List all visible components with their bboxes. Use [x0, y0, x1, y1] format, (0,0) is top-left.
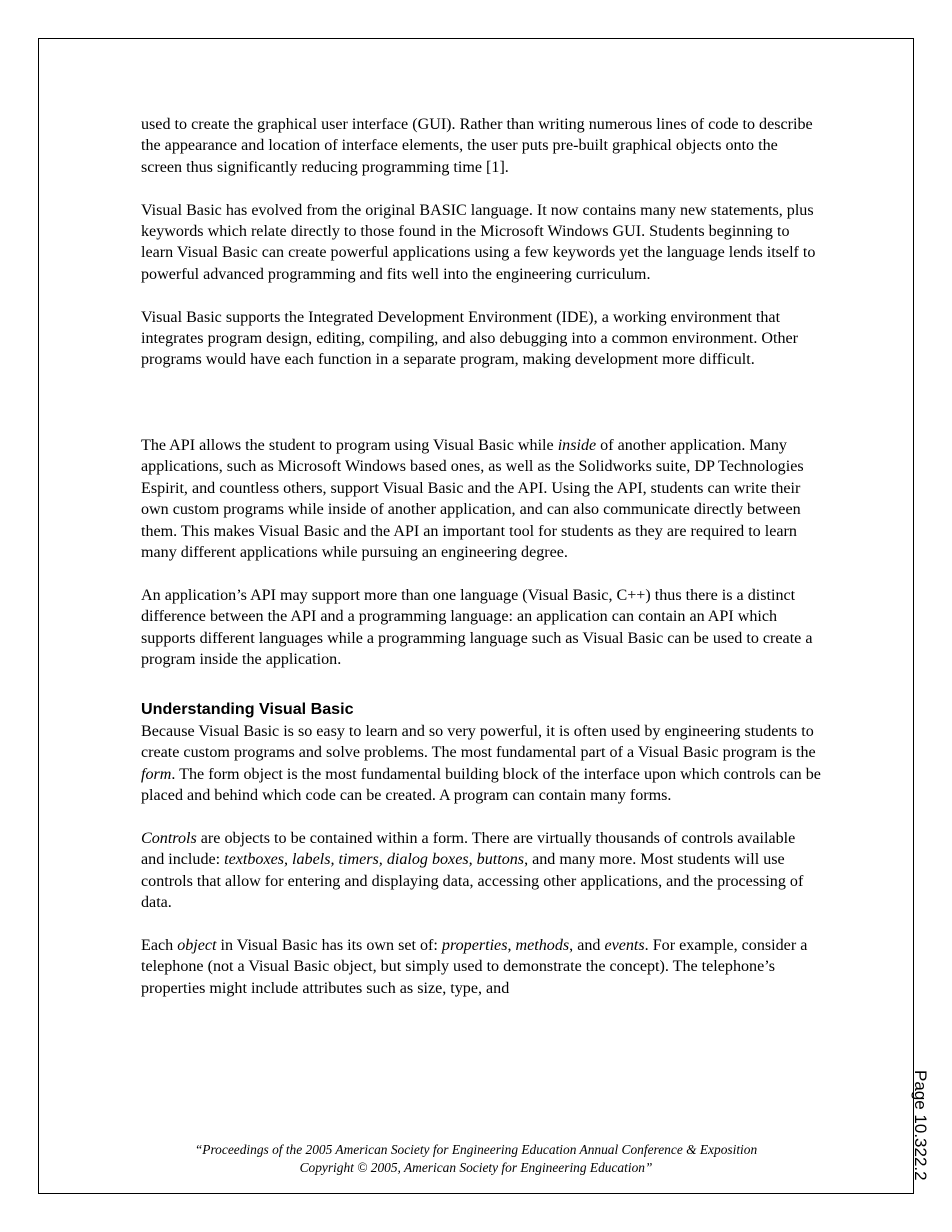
paragraph-form: Because Visual Basic is so easy to learn and so very powerful, it is often used by engineering students to create custom programs and solve problems. The most fundamental part of a Visual Basic program is the form. The form object is the most fundamental building block of the interface upon which controls can be placed and behind which code can be created. A program can contain many forms. [141, 722, 821, 805]
page-number-text: Page 10.322.2 [911, 1070, 930, 1181]
paragraph-objects: Each object in Visual Basic has its own set of: properties, methods, and events. For example, consider a telephone (not a Visual Basic object, but simply used to demonstrate the concept). The telephone’s properties might include attributes such as size, type, and [141, 936, 808, 997]
body-text [141, 114, 821, 999]
paragraph-api-language: An application’s API may support more than one language (Visual Basic, C++) thus there is a distinct difference between the API and a programming language: an application can contain an API which supports different languages while a programming language such as Visual Basic can be used to create a program inside the application. [141, 586, 813, 669]
paragraph-ide: Visual Basic supports the Integrated Development Environment (IDE), a working environment that integrates program design, editing, compiling, and also debugging into a common environment. Other programs would have each function in a separate program, making development more difficult. [141, 308, 799, 369]
page-footer [0, 1141, 952, 1177]
paragraph-controls: Controls are objects to be contained within a form. There are virtually thousands of controls available and include: textboxes, labels, timers, dialog boxes, buttons, and many more. Most students will use controls that allow for entering and displaying data, accessing other applications, and the processing of data. [141, 829, 804, 912]
footer-copyright: Copyright © 2005, American Society for Engineering Education” [299, 1160, 653, 1175]
paragraph-api: The API allows the student to program using Visual Basic while inside of another application. Many applications, such as Microsoft Windows based ones, as well as the Solidworks suite, DP Technologies Espirit, and countless others, support Visual Basic and the API. Using the API, students can write their own custom programs while inside of another application, and can also communicate directly between them. This makes Visual Basic and the API an important tool for students as they are required to learn many different applications while pursuing an engineering degree. [141, 437, 804, 562]
paragraph-gui: used to create the graphical user interface (GUI). Rather than writing numerous lines of code to describe the appearance and location of interface elements, the user puts pre-built graphical objects onto the screen thus significantly reducing programming time [1]. [141, 116, 813, 176]
paragraph-evolution: Visual Basic has evolved from the original BASIC language. It now contains many new statements, plus keywords which relate directly to those found in the Microsoft Windows GUI. Students beginning to learn Visual Basic can create powerful applications using a few keywords yet the language lends itself to powerful advanced programming and fits well into the engineering curriculum. [141, 201, 816, 283]
footer-proceedings: “Proceedings of the 2005 American Society for Engineering Education Annual Conference & Exposition [194, 1142, 758, 1157]
section-heading: Understanding Visual Basic [141, 700, 354, 719]
